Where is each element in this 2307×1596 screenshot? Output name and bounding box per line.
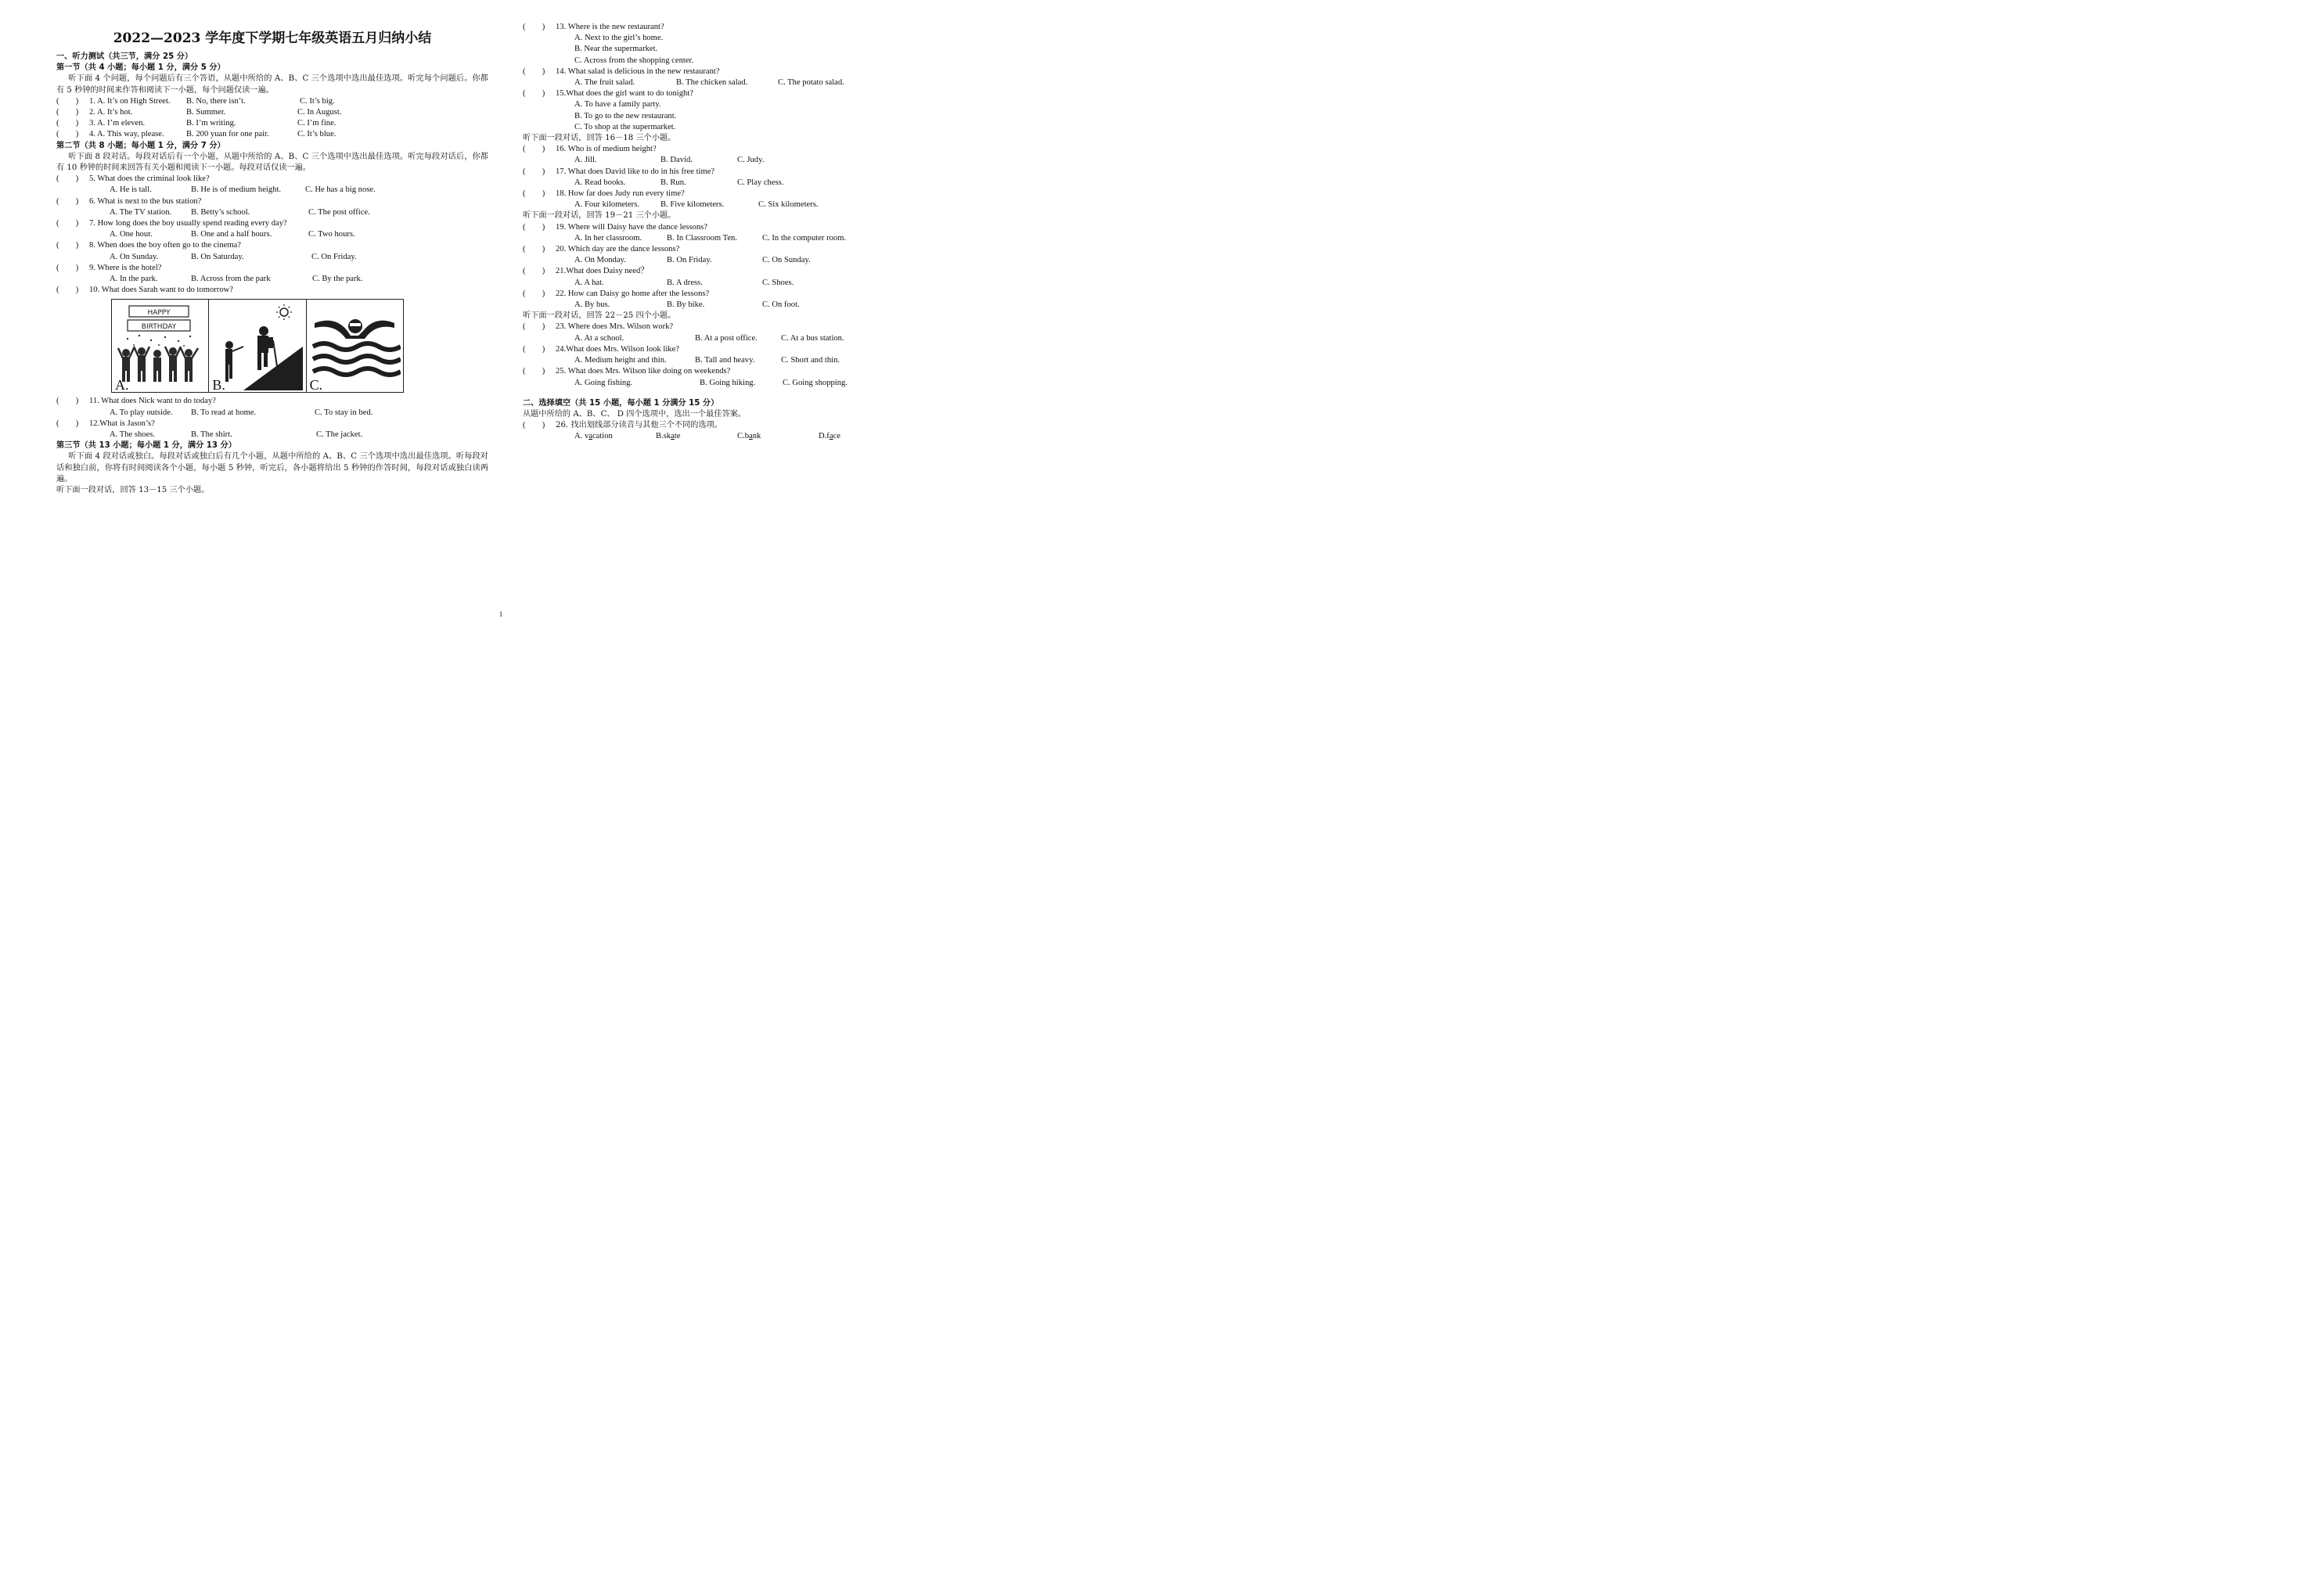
question-26 [523,420,961,442]
q8-option-c: C. On Friday. [311,252,357,261]
q13-option-b: B. Near the supermarket. [574,45,658,54]
question-11 [56,396,488,418]
exam-page [0,0,1002,626]
q1-option-b: B. No, there isn’t. [186,96,246,106]
q5-option-b: B. He is of medium height. [191,185,282,195]
q16-option-c: C. Judy. [737,156,765,165]
q18-option-c: C. Six kilometers. [758,200,819,210]
q12-option-b: B. The shirt. [191,430,232,440]
q12-option-c: C. The jacket. [316,430,363,440]
answer-blank[interactable]: ( ) [56,96,79,106]
q11-option-c: C. To stay in bed. [315,408,373,417]
q3-option-c: C. I’m fine. [297,119,337,128]
q25-option-c: C. Going shopping. [783,378,848,387]
page-title: 2022—2023 学年度下学期七年级英语五月归纳小结 [113,31,432,46]
q16-stem: 16. Who is of medium height? [556,145,657,154]
q9-stem: 9. Where is the hotel? [89,263,162,272]
q20-option-b: B. On Friday. [667,256,712,265]
question-24 [523,344,961,366]
right-column [523,22,961,443]
q21-option-a: A. A hat. [574,278,604,287]
q22-stem: 22. How can Daisy go home after the lessons? [556,289,710,298]
answer-blank[interactable]: ( ) [56,419,79,428]
part1-heading: 一、听力测试（共三节，满分 25 分） [56,52,193,61]
q9-option-a: A. In the park. [110,275,158,284]
question-22 [523,289,961,311]
question-13 [523,22,961,66]
q12-option-a: A. The shoes. [110,430,156,440]
q26-option-a: A. vacation [574,432,613,441]
q2-option-c: C. In August. [297,108,342,117]
question-6 [56,196,488,218]
q5-option-a: A. He is tall. [110,185,152,195]
question-18 [523,189,961,210]
q17-stem: 17. What does David like to do in his free time? [556,167,715,176]
answer-blank[interactable]: ( ) [56,174,79,184]
answer-blank[interactable]: ( ) [523,245,545,254]
answer-blank[interactable]: ( ) [56,108,79,117]
answer-blank[interactable]: ( ) [56,286,79,295]
question-25 [523,366,961,388]
q22-option-b: B. By bike. [667,300,705,310]
q23-option-a: A. At a school. [574,333,624,343]
banner-line-1: HAPPY [147,309,171,318]
question-2 [56,107,488,118]
q8-option-a: A. On Sunday. [110,252,159,261]
section2-heading: 第二节（共 8 小题；每小题 1 分，满分 7 分） [56,141,225,150]
question-5 [56,174,488,196]
answer-blank[interactable]: ( ) [523,367,545,376]
q12-stem: 12.What is Jason’s? [89,419,155,428]
q22-option-a: A. By bus. [574,300,610,310]
q21-stem: 21.What does Daisy need？ [556,267,649,276]
answer-blank[interactable]: ( ) [523,167,545,176]
q6-option-b: B. Betty’s school. [191,207,250,217]
q1-4-list [56,96,488,141]
q11-option-b: B. To read at home. [191,408,257,417]
lead-16-18: 听下面一段对话，回答 16－18 三个小题。 [523,134,676,143]
question-10 [56,285,488,393]
q10-label-c: C. [309,377,323,393]
question-12 [56,419,488,440]
question-17 [523,167,961,189]
q14-option-a: A. The fruit salad. [574,78,635,88]
answer-blank[interactable]: ( ) [523,66,545,76]
banner-line-2: BIRTHDAY [141,323,177,332]
question-8 [56,240,488,262]
q26-option-c: C.bank [737,432,761,441]
answer-blank[interactable]: ( ) [523,89,545,99]
answer-blank[interactable]: ( ) [56,263,79,272]
q11-stem: 11. What does Nick want to do today? [89,397,216,406]
answer-blank[interactable]: ( ) [523,145,545,154]
q6-stem: 6. What is next to the bus station? [89,196,202,206]
q15-option-b: B. To go to the new restaurant. [574,111,677,120]
q20-option-a: A. On Monday. [574,256,626,265]
q15-stem: 15.What does the girl want to do tonight? [556,89,693,99]
q1-stem: 1. A. It’s on High Street. [89,96,171,106]
q21-option-b: B. A dress. [667,278,703,287]
question-9 [56,263,488,285]
q24-option-c: C. Short and thin. [781,356,840,365]
answer-blank[interactable]: ( ) [523,23,545,31]
section3-lead-13-15: 听下面一段对话，回答 13－15 三个小题。 [56,486,210,495]
left-column [56,22,488,496]
q6-option-a: A. The TV station. [110,207,172,217]
section3-intro: 听下面 4 段对话或独白。每段对话或独白后有几个小题，从题中所给的 A、B、C 三个选项中选出最佳选项。听每段对话和独白前，你将有时间阅读各个小题，每小题 5 秒钟，听完后，各小题将给出 5 秒钟的作答时间，每段对话或独白读两遍。 [56,452,488,483]
q10-picture-options [111,299,404,393]
q25-option-b: B. Going hiking. [700,378,756,387]
q10-panel-c-swimming[interactable] [307,300,403,392]
question-4 [56,129,488,140]
q9-option-c: C. By the park. [312,275,363,284]
q24-option-b: B. Tall and heavy. [695,356,755,365]
q11-12-list [56,396,488,440]
question-20 [523,244,961,266]
q10-stem: 10. What does Sarah want to do tomorrow? [89,286,233,295]
q19-option-c: C. In the computer room. [762,233,847,243]
answer-blank[interactable]: ( ) [523,344,545,354]
q4-option-b: B. 200 yuan for one pair. [186,130,269,139]
q22-option-c: C. On foot. [762,300,800,310]
q11-option-a: A. To play outside. [110,408,173,417]
q13-option-a: A. Next to the girl’s home. [574,34,664,43]
q5-9-list [56,174,488,285]
q5-stem: 5. What does the criminal look like? [89,174,210,184]
q6-option-c: C. The post office. [308,207,370,217]
question-1 [56,96,488,107]
q7-option-b: B. One and a half hours. [191,230,272,239]
section1-heading: 第一节（共 4 小题；每小题 1 分，满分 5 分） [56,63,225,73]
section3-heading: 第三节（共 13 小题；每小题 1 分，满分 13 分） [56,441,236,451]
question-7 [56,218,488,240]
section1-intro: 听下面 4 个问题，每个问题后有三个答语，从题中所给的 A、B、C 三个选项中选出最佳选项。听完每个问题后。你都有 5 秒钟的时间来作答和阅读下一小题，每个问题仅读一遍。 [56,74,488,95]
q18-stem: 18. How far does Judy run every time? [556,189,685,199]
q26-stem: 26. 找出划线部分读音与其他三个不同的选项。 [556,421,723,430]
q13-option-c: C. Across from the shopping center. [574,56,694,65]
q24-stem: 24.What does Mrs. Wilson look like? [556,344,679,354]
q21-option-c: C. Shoes. [762,278,794,287]
q26-option-d: D.face [819,432,840,441]
question-15 [523,88,961,133]
q19-option-a: A. In her classroom. [574,233,642,243]
answer-blank[interactable]: ( ) [523,267,545,276]
q8-option-b: B. On Saturday. [191,252,244,261]
q25-stem: 25. What does Mrs. Wilson like doing on weekends? [556,367,731,376]
q14-stem: 14. What salad is delicious in the new restaurant? [556,66,720,76]
q10-panel-a-party[interactable] [112,300,209,392]
answer-blank[interactable]: ( ) [56,119,79,128]
q13-stem: 13. Where is the new restaurant? [556,23,664,31]
question-14 [523,66,961,88]
question-16 [523,144,961,166]
q9-option-b: B. Across from the park [191,275,271,284]
part2-heading: 二、选择填空（共 15 小题，每小题 1 分满分 15 分） [523,398,719,408]
q5-option-c: C. He has a big nose. [305,185,376,195]
answer-blank[interactable]: ( ) [523,322,545,332]
answer-blank[interactable]: ( ) [523,289,545,298]
part2-intro: 从题中所给的 A、B、C、 D 四个选项中，选出一个最佳答案。 [523,409,747,419]
answer-blank[interactable]: ( ) [523,222,545,232]
q3-option-b: B. I’m writing. [186,119,236,128]
q8-stem: 8. When does the boy often go to the cinema? [89,241,241,250]
q3-stem: 3. A. I’m eleven. [89,119,146,128]
answer-blank[interactable]: ( ) [56,241,79,250]
q23-option-b: B. At a post office. [695,333,758,343]
q14-option-c: C. The potato salad. [778,78,844,88]
question-3 [56,118,488,129]
section2-intro: 听下面 8 段对话。每段对话后有一个小题，从题中所给的 A、B、C 三个选项中选出最佳选项。听完每段对话后，你都有 10 秒钟的时间来回答有关小题和阅读下一小题。每段对话仅读一遍。 [56,152,488,173]
q19-option-b: B. In Classroom Ten. [667,233,737,243]
q18-option-a: A. Four kilometers. [574,200,639,210]
q19-stem: 19. Where will Daisy have the dance lessons? [556,222,707,232]
q17-option-b: B. Run. [660,178,686,187]
lead-22-25: 听下面一段对话，回答 22－25 四个小题。 [523,311,676,321]
q24-option-a: A. Medium height and thin. [574,356,667,365]
answer-blank[interactable]: ( ) [56,130,79,139]
page-number: 1 [498,610,503,618]
q1-option-c: C. It’s big. [300,96,335,106]
q17-option-a: A. Read books. [574,178,626,187]
q20-option-c: C. On Sunday. [762,256,811,265]
q14-option-b: B. The chicken salad. [676,78,748,88]
q16-option-a: A. Jill. [574,156,597,165]
q4-stem: 4. A. This way, please. [89,130,164,139]
q18-option-b: B. Five kilometers. [660,200,725,210]
q7-option-c: C. Two hours. [308,230,355,239]
q2-option-b: B. Summer. [186,108,226,117]
q4-option-c: C. It’s blue. [297,130,337,139]
q10-panel-b-hiking[interactable] [209,300,306,392]
question-23 [523,322,961,343]
question-21 [523,266,961,288]
answer-blank[interactable]: ( ) [523,189,545,199]
q25-option-a: A. Going fishing. [574,378,633,387]
q2-stem: 2. A. It’s hot. [89,108,133,117]
q10-label-a: A. [115,377,129,393]
q23-option-c: C. At a bus station. [781,333,844,343]
answer-blank[interactable]: ( ) [56,397,79,406]
answer-blank[interactable]: ( ) [523,421,545,430]
question-19 [523,222,961,244]
q15-option-a: A. To have a family party. [574,100,661,110]
q17-option-c: C. Play chess. [737,178,784,187]
q15-option-c: C. To shop at the supermarket. [574,122,676,131]
answer-blank[interactable]: ( ) [56,219,79,228]
q23-stem: 23. Where does Mrs. Wilson work? [556,322,674,332]
q10-label-b: B. [212,377,225,393]
q20-stem: 20. Which day are the dance lessons? [556,245,680,254]
q7-option-a: A. One hour. [110,230,153,239]
q16-option-b: B. David. [660,156,693,165]
lead-19-21: 听下面一段对话，回答 19－21 三个小题。 [523,211,676,221]
q26-option-b: B.skate [656,432,681,441]
answer-blank[interactable]: ( ) [56,196,79,206]
q7-stem: 7. How long does the boy usually spend reading every day? [89,219,287,228]
